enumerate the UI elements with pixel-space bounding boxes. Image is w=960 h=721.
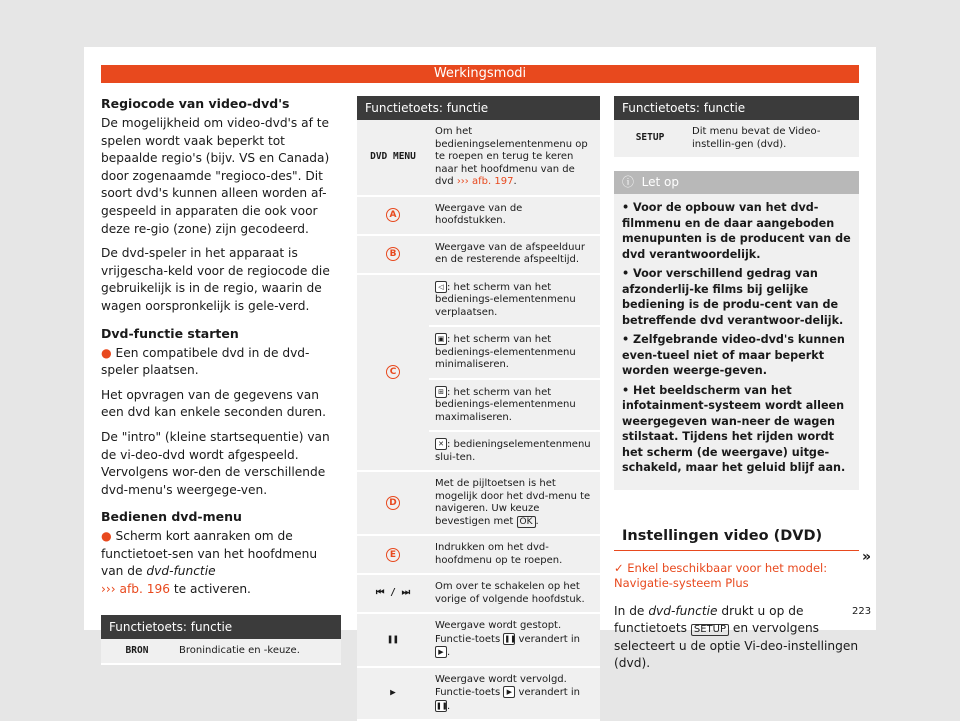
- emphasis-text: dvd-functie: [648, 603, 718, 618]
- continue-icon: »: [862, 549, 872, 565]
- page-header: Werkingsmodi: [101, 65, 859, 83]
- desc-text: : het scherm van het bedienings-elementenmenu verplaatsen.: [435, 281, 576, 318]
- table-header: Functietoets: functie: [614, 96, 859, 120]
- bullet-item: [101, 345, 341, 380]
- bullet-text: te activeren.: [170, 582, 251, 597]
- figure-reference-link[interactable]: ››› afb. 197: [456, 176, 514, 187]
- desc-text: .: [535, 515, 539, 527]
- table-row: [101, 639, 341, 665]
- note-item: • Voor verschillend gedrag van afzonderlij-ke films bij gelijke bediening is de produ-cent van de betreffende dvd verantwoor-delijk.: [622, 267, 844, 327]
- function-key: DVD MENU: [357, 120, 429, 196]
- play-icon: ▶: [503, 686, 515, 698]
- paragraph: De "intro" (kleine startsequentie) van de vi-deo-dvd wordt afgespeeld. Vervolgens wor-den de verschillende dvd-menu's weergege-ven.: [101, 429, 330, 497]
- desc-text: .: [513, 176, 517, 187]
- heading-region-code: Regiocode van video-dvd's: [101, 96, 290, 111]
- table-row: [357, 120, 600, 196]
- ok-button-icon: OK: [517, 516, 536, 528]
- desc-text: : bedieningselementenmenu slui-ten.: [435, 439, 591, 463]
- note-item: • Voor de opbouw van het dvd-filmmenu en de daar aangeboden menupunten is de producent van de dvd verantwoordelijk.: [622, 201, 851, 261]
- note-item: • Zelfgebrande video-dvd's kunnen even-tueel niet of maar beperkt worden weerge-geven.: [622, 333, 845, 377]
- bullet-text: Een compatibele dvd in de dvd-speler plaatsen.: [101, 345, 310, 378]
- function-desc: [429, 471, 600, 535]
- desc-text: Om het bedieningselementenmenu op te roepen en terug te keren naar het hoofdmenu van de dvd: [435, 126, 588, 187]
- function-table: [614, 96, 859, 159]
- close-icon: ✕: [435, 438, 447, 450]
- paragraph: De mogelijkheid om video-dvd's af te spelen wordt vaak beperkt tot bepaalde regio's (bijv. VS en Canada) door zogenaamde "regioco-des". Dit soort dvd's kunnen alleen worden af-gespeeld in apparaten die ook voor deze re-gio (zone) zijn gecodeerd.: [101, 116, 330, 236]
- bullet-text: Scherm kort aanraken om de functietoet-sen van het hoofdmenu van de: [101, 529, 318, 579]
- figure-reference-link[interactable]: ››› afb. 196: [101, 582, 171, 597]
- function-table: [357, 96, 600, 721]
- column-3: [614, 96, 859, 680]
- function-desc: [429, 667, 600, 721]
- table-row: [357, 235, 600, 274]
- note-item: • Het beeldscherm van het infotainment-systeem wordt alleen weergegeven wan-neer de wagen stilstaat. Tijdens het rijden wordt het scherm (de weergave) uitge-schakeld, maar het geluid blijf aan.: [622, 383, 846, 474]
- heading-dvd-menu: Bedienen dvd-menu: [101, 509, 242, 525]
- callout-e-icon: E: [386, 548, 400, 562]
- section-divider: [614, 550, 859, 551]
- note-header: [614, 171, 859, 194]
- note-body: [614, 194, 859, 490]
- heading-start-dvd: Dvd-functie starten: [101, 325, 239, 341]
- maximize-icon: ⊞: [435, 386, 447, 398]
- play-icon: ▶: [435, 646, 447, 658]
- desc-text: Weergave wordt gestopt. Functie-toets: [435, 620, 562, 645]
- table-row: [357, 574, 600, 613]
- emphasis-text: dvd-functie: [146, 564, 216, 579]
- bullet-item: [101, 528, 341, 598]
- column-2: [357, 96, 600, 721]
- note-title: Let op: [641, 175, 679, 189]
- pause-icon: ❚❚: [436, 701, 448, 710]
- setup-button-icon: SETUP: [691, 624, 729, 636]
- skip-prev-next-icon: ⏮ / ⏭: [357, 574, 429, 613]
- desc-text: Met de pijltoetsen is het mogelijk door het dvd-menu te navigeren. Uw keuze bevestigen met: [435, 478, 591, 527]
- callout-a-icon: A: [386, 208, 400, 222]
- function-desc: Weergave van de hoofdstukken.: [429, 196, 600, 235]
- desc-text: .: [447, 647, 451, 658]
- table-row: [357, 274, 600, 327]
- table-header: Functietoets: functie: [101, 615, 341, 639]
- function-desc: Indrukken om het dvd-hoofdmenu op te roepen.: [429, 535, 600, 574]
- function-desc: [429, 120, 600, 196]
- callout-c-icon: C: [386, 365, 400, 379]
- bullet-icon: ●: [101, 345, 112, 360]
- pause-icon: ❚❚: [357, 613, 429, 667]
- table-row: [357, 196, 600, 235]
- function-table: [101, 615, 341, 666]
- availability-note: ✓ Enkel beschikbaar voor het model: Navigatie-systeem Plus: [614, 560, 828, 590]
- function-desc: Om over te schakelen op het vorige of volgende hoofdstuk.: [429, 574, 600, 613]
- callout-b-icon: B: [386, 247, 400, 261]
- function-desc: [429, 379, 600, 432]
- table-header: Functietoets: functie: [357, 96, 600, 120]
- minimize-icon: ▣: [435, 333, 447, 345]
- play-icon: ▶: [357, 667, 429, 721]
- function-desc: Bronindicatie en -keuze.: [173, 639, 341, 665]
- table-row: [357, 667, 600, 721]
- table-row: [357, 535, 600, 574]
- page-number: 223: [852, 606, 872, 617]
- function-desc: [429, 326, 600, 379]
- desc-text: : het scherm van het bedienings-elementenmenu minimaliseren.: [435, 334, 576, 370]
- function-desc: [429, 274, 600, 327]
- desc-text: verandert in: [518, 633, 581, 645]
- function-key: SETUP: [614, 120, 686, 158]
- move-icon: ◁: [435, 281, 447, 293]
- function-key: BRON: [101, 639, 173, 665]
- pause-icon: ❚❚: [504, 634, 517, 643]
- paragraph: In de dvd-functie drukt u op de functietoets SETUP en vervolgens selecteert u de optie Vi-deo-instellingen (dvd).: [614, 603, 859, 671]
- function-desc: [429, 431, 600, 471]
- paragraph: Het opvragen van de gegevens van een dvd kan enkele seconden duren.: [101, 387, 327, 420]
- paragraph: De dvd-speler in het apparaat is vrijgescha-keld voor de regiocode die gebruikelijk is in de regio, waarin de wagen oorspronkelijk is gele-verd.: [101, 246, 330, 313]
- function-desc: Weergave van de afspeelduur en de resterende afspeeltijd.: [429, 235, 600, 274]
- callout-d-icon: D: [386, 496, 400, 510]
- function-desc: [429, 613, 600, 667]
- info-icon: ⓘ: [622, 175, 635, 189]
- desc-text: .: [447, 700, 451, 712]
- bullet-icon: ●: [101, 529, 112, 544]
- table-row: [357, 613, 600, 667]
- desc-text: verandert in: [518, 687, 581, 698]
- function-desc: Dit menu bevat de Video-instellin-gen (dvd).: [686, 120, 859, 158]
- desc-text: Weergave wordt vervolgd. Functie-toets: [435, 673, 567, 698]
- caution-note: [614, 171, 859, 490]
- table-row: [357, 471, 600, 535]
- desc-text: : het scherm van het bedienings-elementenmenu maximaliseren.: [435, 386, 576, 423]
- table-row: [614, 120, 859, 158]
- section-title: Instellingen video (DVD): [622, 527, 823, 544]
- column-1: [101, 96, 341, 665]
